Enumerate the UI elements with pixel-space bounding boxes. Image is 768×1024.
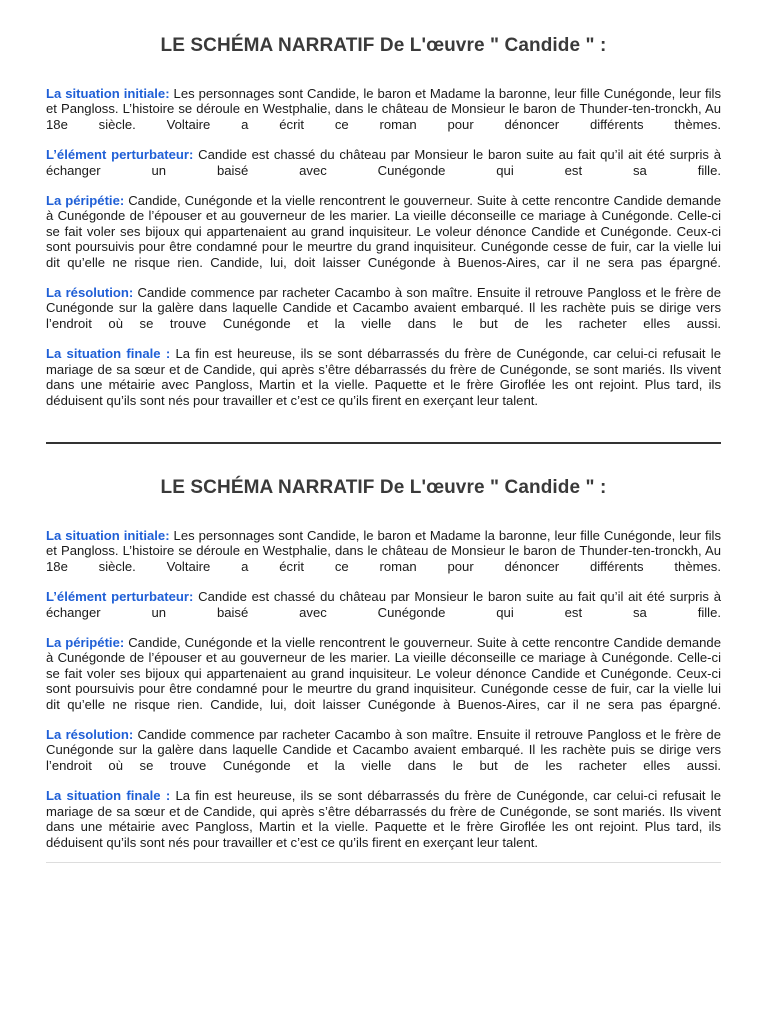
paragraph-element-perturbateur: [46, 589, 721, 620]
paragraph-peripetie: [46, 635, 721, 712]
paragraph-label: La résolution:: [46, 285, 134, 301]
paragraph-element-perturbateur: [46, 147, 721, 178]
paragraph-situation-finale: [46, 788, 721, 850]
paragraph-resolution: [46, 285, 721, 331]
paragraph-text: Candide est chassé du château par Monsieur le baron suite au fait qu’il ait été surpris à échanger un baisé avec Cunégonde qui est sa fille.: [46, 147, 721, 178]
paragraph-text: Les personnages sont Candide, le baron et Madame la baronne, leur fille Cunégonde, leur fils et Pangloss. L’histoire se déroule en Westphalie, dans le château de Monsieur le baron de Thunder-ten-tronckh, Au 18e siècle. Voltaire a écrit ce roman pour dénoncer différents thèmes.: [46, 528, 721, 574]
paragraph-label: La situation finale :: [46, 346, 171, 362]
section-title: LE SCHÉMA NARRATIF De L'œuvre " Candide " :: [160, 35, 607, 56]
paragraph-situation-initiale: [46, 86, 721, 132]
section-title: LE SCHÉMA NARRATIF De L'œuvre " Candide " :: [160, 477, 607, 498]
section-divider: [46, 442, 721, 444]
paragraph-label: La situation initiale:: [46, 86, 170, 101]
paragraph-label: La péripétie:: [46, 193, 125, 209]
paragraph-peripetie: [46, 193, 721, 270]
narrative-section-1: [46, 34, 721, 423]
paragraph-text: Candide, Cunégonde et la vielle rencontrent le gouverneur. Suite à cette rencontre Candide demande à Cunégonde de l’épouser et au gouverneur de les marier. La vieille déconseille ce mariage à Cunégonde. Celle-ci se fait voler ses bijoux qui appartenaient au grand inquisiteur. Le voleur dénonce Candide et Cunégonde. Ceux-ci sont poursuivis pour être condamné pour le meurtre du grand inquisiteur. Cunégonde cesse de fuir, car la vielle lui dit qu’elle ne risque rien. Candide, lui, doit laisser Cunégonde à Buenos-Aires, car il ne sera pas épargné.: [46, 193, 722, 270]
paragraph-resolution: [46, 727, 721, 773]
paragraph-text: Candide, Cunégonde et la vielle rencontrent le gouverneur. Suite à cette rencontre Candide demande à Cunégonde de l’épouser et au gouverneur de les marier. La vieille déconseille ce mariage à Cunégonde. Celle-ci se fait voler ses bijoux qui appartenaient au grand inquisiteur. Le voleur dénonce Candide et Cunégonde. Ceux-ci sont poursuivis pour être condamné pour le meurtre du grand inquisiteur. Cunégonde cesse de fuir, car la vielle lui dit qu’elle ne risque rien. Candide, lui, doit laisser Cunégonde à Buenos-Aires, car il ne sera pas épargné.: [46, 635, 722, 712]
paragraph-text: Candide commence par racheter Cacambo à son maître. Ensuite il retrouve Pangloss et le frère de Cunégonde sur la galère dans laquelle Candide et Cacambo avaient embarqué. Il les rachète puis se dirige vers l’endroit où se trouve Cunégonde et la vielle dans le but de les racheter elles aussi.: [46, 727, 721, 773]
paragraph-situation-initiale: [46, 528, 721, 574]
paragraph-text: Les personnages sont Candide, le baron et Madame la baronne, leur fille Cunégonde, leur fils et Pangloss. L’histoire se déroule en Westphalie, dans le château de Monsieur le baron de Thunder-ten-tronckh, Au 18e siècle. Voltaire a écrit ce roman pour dénoncer différents thèmes.: [46, 86, 721, 132]
paragraph-label: La résolution:: [46, 727, 134, 743]
paragraph-text: Candide est chassé du château par Monsieur le baron suite au fait qu’il ait été surpris à échanger un baisé avec Cunégonde qui est sa fille.: [46, 589, 721, 620]
narrative-section-2: [46, 476, 721, 865]
paragraph-label: La situation initiale:: [46, 528, 170, 543]
paragraph-text: La fin est heureuse, ils se sont débarrassés du frère de Cunégonde, car celui-ci refusait le mariage de sa sœur et de Candide, qui après s’être débarrassés du frère de Cunégonde, se sont mariés. Ils vivent dans une métairie avec Pangloss, Martin et la vielle. Paquette et le frère Giroflée les ont rejoint. Plus tard, ils déduisent qu’ils sont nés pour travailler et c’est ce qu’ils firent en exerçant leur talent.: [46, 788, 721, 850]
paragraph-label: L’élément perturbateur:: [46, 147, 194, 163]
paragraph-label: L’élément perturbateur:: [46, 589, 194, 605]
paragraph-label: La péripétie:: [46, 635, 125, 651]
paragraph-text: Candide commence par racheter Cacambo à son maître. Ensuite il retrouve Pangloss et le frère de Cunégonde sur la galère dans laquelle Candide et Cacambo avaient embarqué. Il les rachète puis se dirige vers l’endroit où se trouve Cunégonde et la vielle dans le but de les racheter elles aussi.: [46, 285, 721, 331]
paragraph-situation-finale: [46, 346, 721, 408]
paragraph-label: La situation finale :: [46, 788, 171, 804]
bottom-rule: [46, 862, 721, 863]
paragraph-text: La fin est heureuse, ils se sont débarrassés du frère de Cunégonde, car celui-ci refusait le mariage de sa sœur et de Candide, qui après s’être débarrassés du frère de Cunégonde, se sont mariés. Ils vivent dans une métairie avec Pangloss, Martin et la vielle. Paquette et le frère Giroflée les ont rejoint. Plus tard, ils déduisent qu’ils sont nés pour travailler et c’est ce qu’ils firent en exerçant leur talent.: [46, 346, 721, 408]
